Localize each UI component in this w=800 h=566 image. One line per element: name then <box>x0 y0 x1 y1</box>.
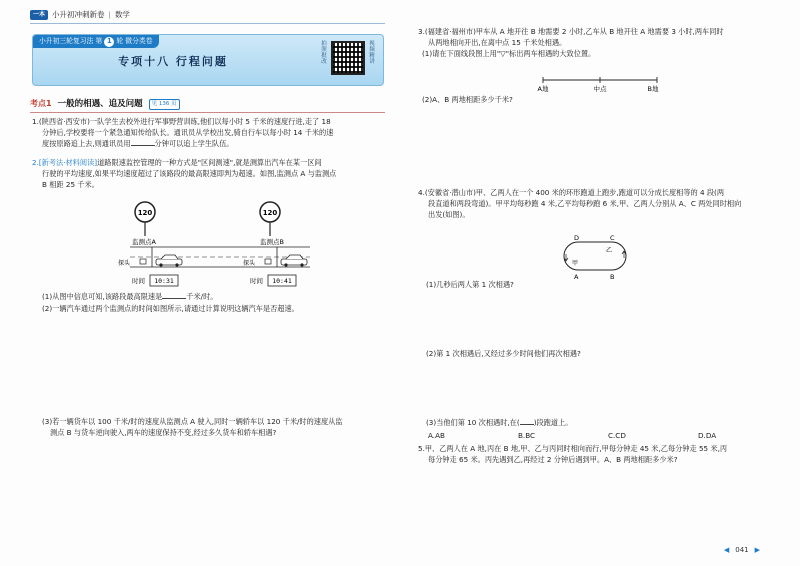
q4-line-a: 4.(安徽省·潜山市)甲、乙两人在一个 400 米的环形跑道上跑步,跑道可以分成长度相等的 4 段(两 <box>418 188 725 197</box>
q4-line-b: 段直道和两段弯道)。甲平均每秒跑 4 米,乙平均每秒跑 6 米,甲、乙两人分别从 A、C 两处同时相向 <box>428 199 742 209</box>
q4-sub-3 <box>426 417 776 428</box>
q2-line-a-text: 道路限速监控管理的一种方式是"区间测速",就是测算出汽车在某一区间 <box>97 158 322 167</box>
round-tab-suffix: 轮 微分类卷 <box>116 37 153 46</box>
runner-yi-label: 乙 <box>606 247 613 254</box>
q2-sub1-blank[interactable] <box>162 291 186 299</box>
runner-jia-label: 甲 <box>572 260 579 267</box>
question-4 <box>418 187 780 220</box>
q3-sub1: (1)请在下面线段图上用"▽"标出两车相遇的大致位置。 <box>422 49 596 59</box>
option-d[interactable]: D.DA <box>698 431 717 440</box>
q3-sub-2: (2)A、B 两地相距多少千米? <box>422 95 513 104</box>
q2-sub-3 <box>42 416 392 438</box>
camera-icon <box>140 259 146 264</box>
question-5 <box>418 443 780 465</box>
q4-sub3-post: )段跑道上。 <box>533 418 573 427</box>
page-number <box>724 545 760 556</box>
q1-line-c-post: 分钟可以追上学生队伍。 <box>154 139 234 149</box>
topic-banner <box>32 34 384 86</box>
time-a-value: 10:31 <box>154 277 174 285</box>
q4-sub-1: (1)几秒后两人第 1 次相遇? <box>426 280 514 289</box>
option-c[interactable]: C.CD <box>608 431 626 440</box>
subject-label: 数学 <box>114 10 130 20</box>
q1-answer-blank[interactable] <box>131 138 155 146</box>
q2-sub1-post: 千米/时。 <box>186 292 218 301</box>
q4-options <box>428 430 758 441</box>
q4-sub3-pre: (3)当他们第 10 次相遇时,在( <box>426 418 520 427</box>
round-tab <box>33 35 159 48</box>
q2-sub-2: (2)一辆汽车通过两个监测点的时间如图所示,请通过计算说明这辆汽车是否超速。 <box>42 304 299 313</box>
running-header <box>30 8 130 22</box>
header-rule <box>30 23 385 24</box>
track-label-a: A <box>574 273 579 281</box>
section-title: 一般的相遇、追及问题 <box>57 99 143 109</box>
probe-b-label: 探头 <box>243 260 256 267</box>
question-1 <box>32 116 382 149</box>
q4-sub-2: (2)第 1 次相遇后,又经过多少时间他们再次相遇? <box>426 349 581 358</box>
segment-diagram[interactable] <box>535 72 665 94</box>
q1-line-a: 1.(陕西省·西安市)一队学生去校外进行军事野营训练,他们以每小时 5 千米的速度行进,走了 18 <box>32 117 331 126</box>
point-b-label: 监测点B <box>260 238 284 246</box>
q4-line-c: 出发(如图)。 <box>428 210 470 220</box>
track-label-d: D <box>574 234 580 242</box>
q2-sub3-line-a: (3)若一辆货车以 100 千米/时的速度从监测点 A 驶入,同时一辆轿车以 120 千米/时的速度从监 <box>42 417 343 426</box>
section-rule <box>30 112 385 113</box>
q2-sub-1 <box>42 291 392 302</box>
q2-sub1-pre: (1)从图中信息可知,该路段最高限速是 <box>42 292 163 301</box>
section-label: 考点1 <box>30 99 52 109</box>
round-tab-prefix: 小升初三轮复习法 第 <box>39 37 103 46</box>
time-b-label: 时间 <box>250 277 263 285</box>
page-ref-badge: 见 136 页 <box>149 99 180 110</box>
prev-arrow-icon[interactable]: ◀ <box>723 546 730 554</box>
segment-label-b: B地 <box>647 85 659 93</box>
segment-label-mid: 中点 <box>593 85 607 93</box>
speed-camera-diagram <box>110 198 320 290</box>
option-a[interactable]: A.AB <box>428 431 445 440</box>
question-3 <box>418 26 780 59</box>
time-a-label: 时间 <box>132 277 145 285</box>
q2-sub3-line-b: 测点 B 与货车逆向驶入,两车的速度保持不变,经过多久货车和轿车相遇? <box>50 428 277 438</box>
time-b-value: 10:41 <box>272 277 292 285</box>
q3-line-a: 3.(福建省·福州市)甲车从 A 地开往 B 地需要 2 小时,乙车从 B 地开往 A 地需要 3 小时,两车同时 <box>418 27 724 36</box>
q5-line-b: 每分钟走 65 米。丙先遇到乙,再经过 2 分钟后遇到甲。A、B 两地相距多少米? <box>428 455 678 465</box>
page-number-text: 041 <box>735 546 749 554</box>
q4-sub3-blank[interactable] <box>520 417 534 425</box>
q1-line-c <box>32 138 382 149</box>
sign-a-value: 120 <box>137 209 153 217</box>
qr-code-icon[interactable] <box>331 41 365 75</box>
track-diagram <box>560 232 630 282</box>
series-title: 小升初冲刺新卷 <box>52 10 105 20</box>
probe-a-label: 探头 <box>118 260 131 267</box>
q5-line-a: 5.甲、乙两人在 A 地,丙在 B 地,甲、乙与丙同时相向而行,甲每分钟走 45 米,乙每分钟走 55 米,丙 <box>418 444 728 453</box>
option-b[interactable]: B.BC <box>518 431 536 440</box>
round-number: 1 <box>104 37 114 47</box>
next-arrow-icon[interactable]: ▶ <box>754 546 760 554</box>
track-label-c: C <box>610 234 615 242</box>
q2-tag: 2.[新考法·材料阅读] <box>32 158 98 167</box>
q1-line-c-pre: 度按原路追上去,则通讯员用 <box>42 139 131 149</box>
brand-tag: 一本 <box>30 10 48 19</box>
q2-line-b: 行驶的平均速度,如果平均速度超过了该路段的最高限速即判为超速。如图,监测点 A 与监测点 <box>42 169 337 179</box>
qr-right-label: 视频精讲 <box>369 41 375 66</box>
track-label-b: B <box>610 273 615 281</box>
section-heading <box>30 98 180 111</box>
q2-line-a <box>32 157 382 168</box>
q3-line-b: 从两地相向开出,在离中点 15 千米处相遇。 <box>428 38 567 48</box>
qr-block <box>319 41 377 81</box>
sign-b-value: 120 <box>262 209 278 217</box>
camera-icon <box>265 259 271 264</box>
qr-left-label: 拍照批改 <box>321 41 327 66</box>
header-divider: | <box>108 10 111 20</box>
q1-line-b: 分钟后,学校要将一个紧急通知传给队长。通讯员从学校出发,骑自行车以每小时 14 千米的速 <box>42 128 334 138</box>
segment-label-a: A地 <box>537 85 549 93</box>
page-title: 专项十八 行程问题 <box>118 55 228 68</box>
question-2 <box>32 157 382 190</box>
point-a-label: 监测点A <box>132 238 156 246</box>
q2-line-c: B 相距 25 千米。 <box>42 180 99 190</box>
